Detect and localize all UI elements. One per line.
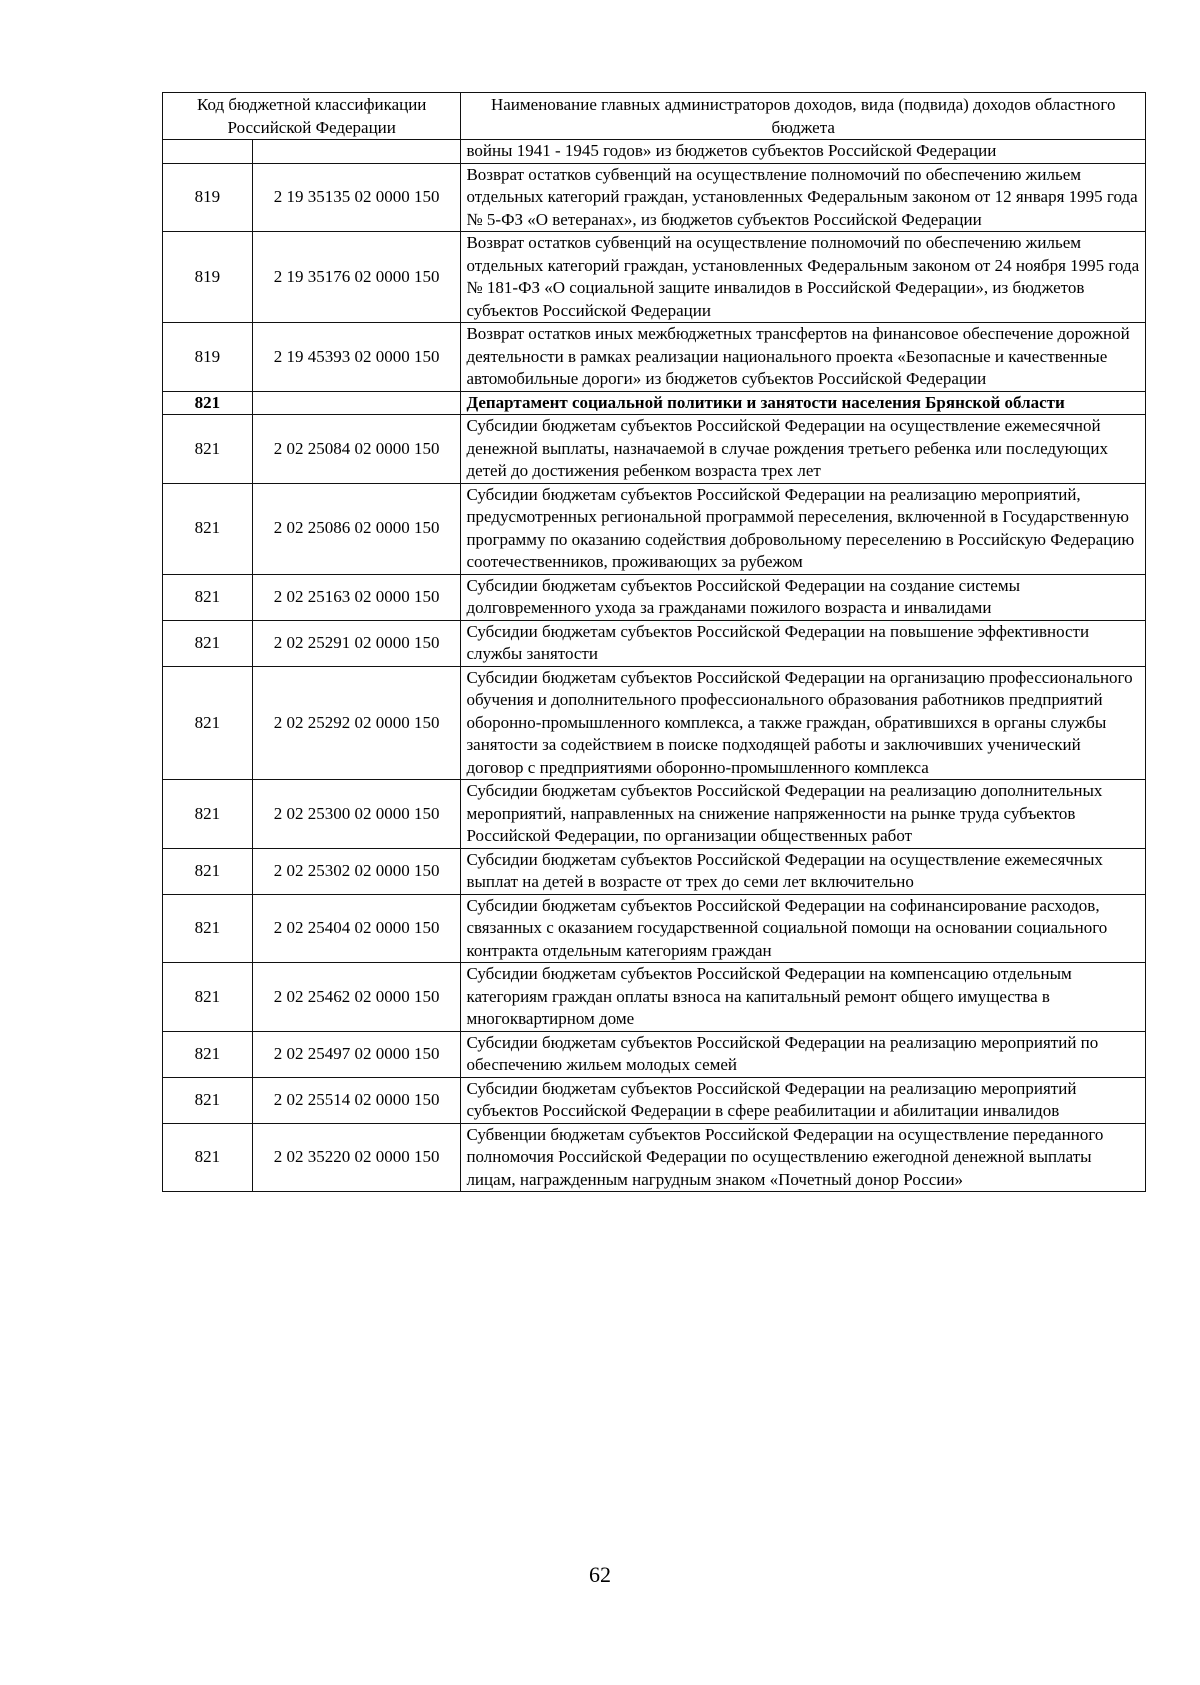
kbk-code-cell: 2 02 25292 02 0000 150	[252, 666, 461, 780]
budget-classification-table	[162, 92, 1146, 1192]
table-row	[163, 894, 1146, 963]
revenue-name-cell: Субсидии бюджетам субъектов Российской Федерации на софинансирование расходов, связанных с оказанием государственной социальной помощи на основании социального контракта отдельным категориям граждан	[461, 894, 1146, 963]
table-row	[163, 323, 1146, 392]
kbk-code-cell: 2 02 35220 02 0000 150	[252, 1123, 461, 1192]
revenue-name-cell: Субсидии бюджетам субъектов Российской Федерации на реализацию мероприятий субъектов Российской Федерации в сфере реабилитации и абилитации инвалидов	[461, 1077, 1146, 1123]
admin-code-cell: 821	[163, 666, 253, 780]
table-row	[163, 574, 1146, 620]
table-row	[163, 415, 1146, 484]
revenue-name-cell: Субсидии бюджетам субъектов Российской Федерации на реализацию дополнительных мероприятий, направленных на снижение напряженности на рынке труда субъектов Российской Федерации, по организации общественных работ	[461, 780, 1146, 849]
admin-code-cell: 821	[163, 963, 253, 1032]
revenue-name-cell: Субвенции бюджетам субъектов Российской Федерации на осуществление переданного полномочия Российской Федерации по осуществлению ежегодной денежной выплаты лицам, награжденным нагрудным знаком «Почетный донор России»	[461, 1123, 1146, 1192]
table-row	[163, 391, 1146, 415]
table-row	[163, 1077, 1146, 1123]
table-body	[163, 140, 1146, 1192]
table-row	[163, 666, 1146, 780]
table-row	[163, 620, 1146, 666]
kbk-code-cell: 2 02 25514 02 0000 150	[252, 1077, 461, 1123]
admin-code-cell: 821	[163, 848, 253, 894]
kbk-code-cell: 2 02 25163 02 0000 150	[252, 574, 461, 620]
revenue-name-cell: Субсидии бюджетам субъектов Российской Федерации на реализацию мероприятий, предусмотренных региональной программой переселения, включенной в Государственную программу по оказанию содействия добровольному переселению в Российскую Федерацию соотечественников, проживающих за рубежом	[461, 483, 1146, 574]
admin-code-cell: 821	[163, 483, 253, 574]
revenue-name-cell: Субсидии бюджетам субъектов Российской Федерации на повышение эффективности службы занятости	[461, 620, 1146, 666]
header-name-column: Наименование главных администраторов доходов, вида (подвида) доходов областного бюджета	[461, 93, 1146, 140]
kbk-code-cell: 2 02 25462 02 0000 150	[252, 963, 461, 1032]
revenue-name-cell: Возврат остатков субвенций на осуществление полномочий по обеспечению жильем отдельных категорий граждан, установленных Федеральным законом от 12 января 1995 года № 5-ФЗ «О ветеранах», из бюджетов субъектов Российской Федерации	[461, 163, 1146, 232]
revenue-name-cell: Субсидии бюджетам субъектов Российской Федерации на реализацию мероприятий по обеспечению жильем молодых семей	[461, 1031, 1146, 1077]
kbk-code-cell: 2 02 25084 02 0000 150	[252, 415, 461, 484]
admin-code-cell: 821	[163, 415, 253, 484]
kbk-code-cell: 2 02 25302 02 0000 150	[252, 848, 461, 894]
kbk-code-cell: 2 02 25291 02 0000 150	[252, 620, 461, 666]
admin-code-cell: 821	[163, 780, 253, 849]
revenue-name-cell: Субсидии бюджетам субъектов Российской Федерации на организацию профессионального обучения и дополнительного профессионального образования работников предприятий оборонно-промышленного комплекса, а также граждан, обратившихся в органы службы занятости за содействием в поиске подходящей работы и заключивших ученический договор с предприятиями оборонно-промышленного комплекса	[461, 666, 1146, 780]
page-number: 62	[589, 1562, 611, 1587]
admin-code-cell: 821	[163, 620, 253, 666]
header-code-column: Код бюджетной классификации Российской Федерации	[163, 93, 461, 140]
kbk-code-cell: 2 02 25404 02 0000 150	[252, 894, 461, 963]
revenue-name-cell: Возврат остатков субвенций на осуществление полномочий по обеспечению жильем отдельных категорий граждан, установленных Федеральным законом от 24 ноября 1995 года № 181-ФЗ «О социальной защите инвалидов в Российской Федерации», из бюджетов субъектов Российской Федерации	[461, 232, 1146, 323]
table-row	[163, 163, 1146, 232]
kbk-code-cell: 2 02 25300 02 0000 150	[252, 780, 461, 849]
kbk-code-cell: 2 19 45393 02 0000 150	[252, 323, 461, 392]
revenue-name-cell: Субсидии бюджетам субъектов Российской Федерации на осуществление ежемесячных выплат на детей в возрасте от трех до семи лет включительно	[461, 848, 1146, 894]
table-row	[163, 848, 1146, 894]
table-row	[163, 483, 1146, 574]
admin-code-cell: 821	[163, 574, 253, 620]
admin-code-cell: 821	[163, 1123, 253, 1192]
admin-code-cell: 819	[163, 163, 253, 232]
admin-code-cell	[163, 140, 253, 164]
admin-code-cell: 819	[163, 323, 253, 392]
revenue-name-cell: Возврат остатков иных межбюджетных трансфертов на финансовое обеспечение дорожной деятельности в рамках реализации национального проекта «Безопасные и качественные автомобильные дороги» из бюджетов субъектов Российской Федерации	[461, 323, 1146, 392]
table-row	[163, 780, 1146, 849]
table-row	[163, 963, 1146, 1032]
revenue-name-cell: Субсидии бюджетам субъектов Российской Федерации на создание системы долговременного ухода за гражданами пожилого возраста и инвалидами	[461, 574, 1146, 620]
admin-code-cell: 819	[163, 232, 253, 323]
admin-code-cell: 821	[163, 391, 253, 415]
revenue-name-cell: Субсидии бюджетам субъектов Российской Федерации на компенсацию отдельным категориям граждан оплаты взноса на капитальный ремонт общего имущества в многоквартирном доме	[461, 963, 1146, 1032]
revenue-name-cell: войны 1941 - 1945 годов» из бюджетов субъектов Российской Федерации	[461, 140, 1146, 164]
table-row	[163, 1123, 1146, 1192]
kbk-code-cell: 2 02 25086 02 0000 150	[252, 483, 461, 574]
table-row	[163, 140, 1146, 164]
kbk-code-cell: 2 19 35135 02 0000 150	[252, 163, 461, 232]
table-row	[163, 1031, 1146, 1077]
kbk-code-cell	[252, 140, 461, 164]
admin-code-cell: 821	[163, 894, 253, 963]
kbk-code-cell	[252, 391, 461, 415]
admin-code-cell: 821	[163, 1031, 253, 1077]
kbk-code-cell: 2 19 35176 02 0000 150	[252, 232, 461, 323]
kbk-code-cell: 2 02 25497 02 0000 150	[252, 1031, 461, 1077]
revenue-name-cell: Субсидии бюджетам субъектов Российской Федерации на осуществление ежемесячной денежной выплаты, назначаемой в случае рождения третьего ребенка или последующих детей до достижения ребенком возраста трех лет	[461, 415, 1146, 484]
table-header-row	[163, 93, 1146, 140]
admin-code-cell: 821	[163, 1077, 253, 1123]
revenue-name-cell: Департамент социальной политики и занятости населения Брянской области	[461, 391, 1146, 415]
table-row	[163, 232, 1146, 323]
